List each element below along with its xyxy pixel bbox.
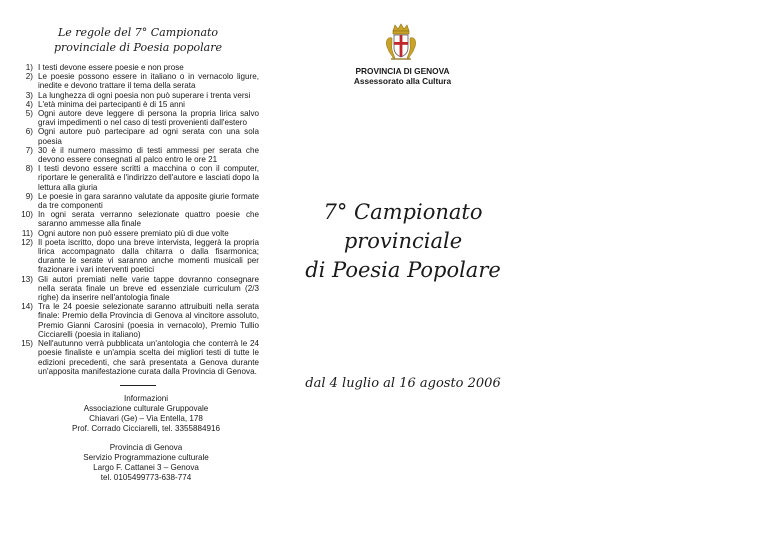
contact-line: Associazione culturale Gruppovale	[83, 403, 209, 413]
rule-text: I testi devone essere poesie e non prose	[38, 63, 184, 72]
contact-line: Informazioni	[123, 393, 169, 403]
rule-number: 1)	[25, 63, 33, 72]
divider	[120, 385, 156, 386]
rule-item	[17, 302, 259, 339]
contact-info	[33, 394, 259, 483]
rules-title	[17, 25, 259, 55]
rule-text: Gli autori premiati nelle varie tappe dovranno consegnare nella serata finale un breve ed essenziale curriculum (2/3 righe) da inserire nell'antologia finale	[38, 274, 259, 303]
contact-line: Chiavari (Ge) – Via Entella, 178	[89, 413, 203, 423]
event-dates: dal 4 luglio al 16 agosto 2006	[305, 376, 501, 391]
org-department: Assessorato alla Cultura	[353, 76, 452, 86]
rule-number: 3)	[25, 90, 33, 100]
rule-number: 6)	[25, 127, 33, 137]
rule-number: 15)	[21, 339, 33, 349]
rule-number: 9)	[25, 191, 33, 201]
rule-item	[17, 210, 259, 228]
rule-number: 13)	[21, 274, 33, 284]
rules-title-line1: Le regole del 7° Campionato	[57, 26, 219, 39]
rule-number: 2)	[25, 72, 33, 82]
rule-text: 30 è il numero massimo di testi ammessi per serata che devono essere consegnati al palco entro le ore 21	[38, 145, 259, 165]
rule-number: 14)	[21, 302, 33, 312]
contact-line: Largo F. Cattanei 3 – Genova	[93, 462, 199, 472]
rule-number: 4)	[25, 99, 33, 109]
rule-text: Le poesie in gara saranno valutate da apposite giurie formate da tre componenti	[38, 191, 259, 211]
rule-text: L'età minima dei partecipanti è di 15 anni	[38, 99, 185, 109]
rule-text: Tra le 24 poesie selezionate saranno attruibuiti nella serata finale: Premio della Provincia di Genova al vincitore assoluto, Premio Gianni Carosini (poesia in vernacolo), Premio Tullio Cicciarelli (poesia in italiano)	[38, 302, 259, 339]
event-title	[300, 198, 506, 285]
rule-text: La lunghezza di ogni poesia non può superare i trenta versi	[38, 90, 251, 100]
org-name: PROVINCIA DI GENOVA	[355, 66, 450, 76]
genoa-coat-of-arms-icon	[383, 22, 419, 62]
rule-text: Nell'autunno verrà pubblicata un'antologia che conterrà le 24 poesie finaliste e un'ampia scelta dei migliori testi di tutte le edizioni precedenti, che sarà presentata a Genova durante un'apposita manifestazione curata dalla Provincia di Genova.	[38, 339, 259, 376]
rule-item	[17, 164, 259, 192]
rule-number: 12)	[21, 237, 33, 247]
rule-item	[17, 275, 259, 303]
contact-line: tel. 0105499773-638-774	[100, 472, 192, 482]
event-title-line3: di Poesia Popolare	[305, 258, 501, 282]
contact-line: Prof. Corrado Cicciarelli, tel. 3355884916	[71, 423, 220, 433]
contact-block-association	[33, 394, 259, 434]
rule-item	[17, 109, 259, 127]
event-title-line2: provinciale	[343, 229, 463, 253]
rule-item	[17, 192, 259, 210]
rule-item	[17, 146, 259, 164]
rule-number: 10)	[21, 210, 33, 220]
rule-number: 11)	[21, 228, 33, 238]
contact-line: Servizio Programmazione culturale	[83, 452, 209, 462]
rule-number: 8)	[25, 164, 33, 174]
contact-block-province	[33, 443, 259, 483]
event-title-line1: 7° Campionato	[323, 200, 483, 224]
rules-panel	[17, 25, 259, 483]
rules-list	[17, 63, 259, 376]
rule-text: Ogni autore non può essere premiato più di due volte	[38, 228, 229, 238]
rule-item	[17, 229, 259, 238]
rule-number: 7)	[25, 145, 33, 155]
rule-item	[17, 91, 259, 100]
rule-text: I testi devono essere scritti a macchina o con il computer, riportare le generalità e l'indirizzo dell'autore e lasciati dopo la lettura alla giuria	[38, 164, 259, 192]
rule-item	[17, 238, 259, 275]
rule-item	[17, 63, 259, 72]
organization	[300, 66, 505, 86]
contact-line: Provincia di Genova	[109, 442, 183, 452]
rule-number: 5)	[25, 109, 33, 119]
rule-text: Ogni autore può partecipare ad ogni serata con una sola poesia	[38, 127, 259, 146]
rule-item	[17, 339, 259, 376]
rule-item	[17, 100, 259, 109]
rule-item	[17, 127, 259, 145]
rules-title-line2: provinciale di Poesia popolare	[53, 41, 223, 54]
rule-text: In ogni serata verranno selezionate quattro poesie che saranno ammesse alla finale	[38, 210, 259, 229]
cover-panel	[300, 0, 600, 543]
rule-text: Il poeta iscritto, dopo una breve intervista, leggerà la propria lirica accompagnato dalla chitarra o dalla fisarmonica; durante le serate vi saranno anche momenti musicali per frazionare i vari interventi poetici	[38, 237, 259, 275]
rule-item	[17, 72, 259, 90]
rule-text: Le poesie possono essere in italiano o in vernacolo ligure, inedite e devono trattare il tema della serata	[38, 72, 259, 91]
rule-text: Ogni autore deve leggere di persona la propria lirica salvo gravi impedimenti o nel caso di testi provenienti dall'estero	[38, 109, 259, 128]
